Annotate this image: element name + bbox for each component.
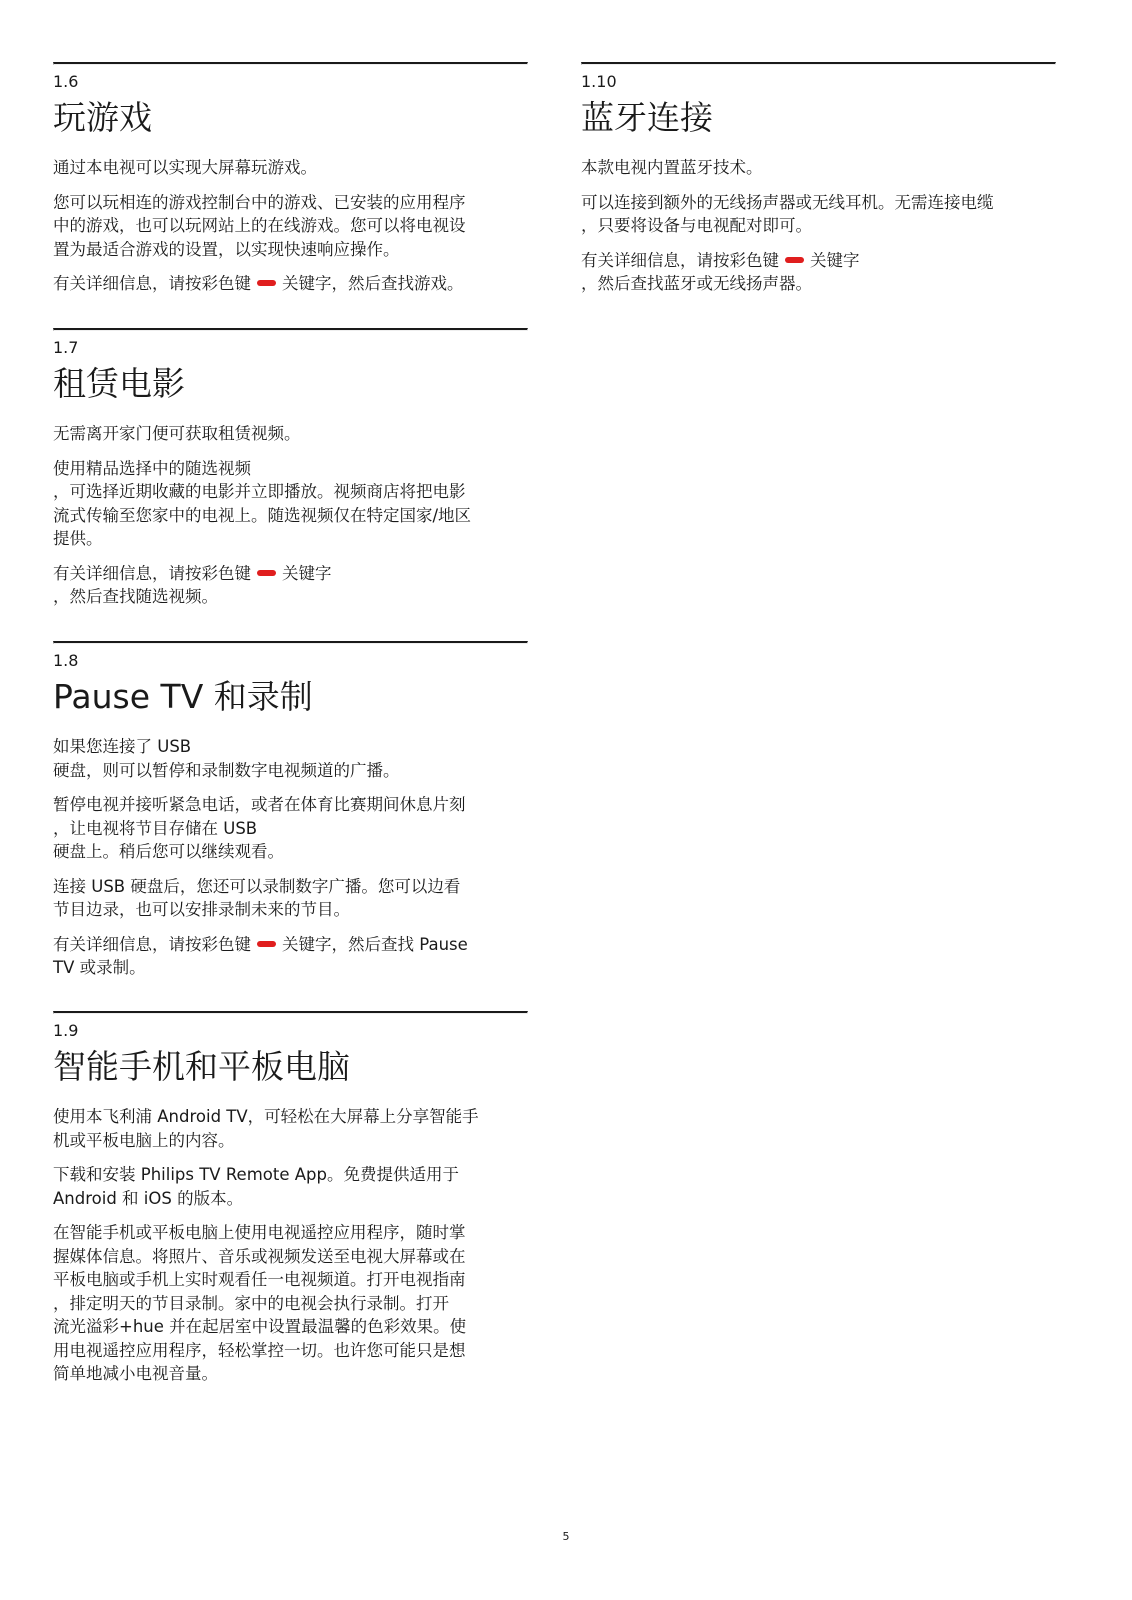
- text-line: 连接 USB 硬盘后，您还可以录制数字广播。您可以边看: [53, 876, 461, 896]
- text-line: 握媒体信息。将照片、音乐或视频发送至电视大屏幕或在: [53, 1246, 466, 1266]
- section-rule: [581, 62, 1056, 65]
- section-rule: [53, 328, 528, 331]
- section-number: 1.9: [53, 1021, 79, 1040]
- info-text: 关键字: [810, 250, 860, 270]
- text-line: ，可选择近期收藏的电影并立即播放。视频商店将把电影: [53, 482, 466, 501]
- info-text: ，然后查找蓝牙或无线扬声器。: [581, 274, 812, 293]
- text-line: 流光溢彩+hue 并在起居室中设置最温馨的色彩效果。使: [53, 1317, 467, 1336]
- paragraph: [581, 191, 1056, 238]
- text-line: 硬盘，则可以暂停和录制数字电视频道的广播。: [53, 760, 400, 780]
- text-line: 使用本飞利浦 Android TV，可轻松在大屏幕上分享智能手: [53, 1107, 479, 1126]
- text-line: 通过本电视可以实现大屏幕玩游戏。: [53, 158, 317, 177]
- section-rental-movies: [53, 328, 528, 620]
- text-line: ，让电视将节目存储在 USB: [53, 818, 258, 838]
- section-title: 租赁电影: [53, 364, 185, 403]
- paragraph: [53, 875, 528, 922]
- text-line: 流式传输至您家中的电视上。随选视频仅在特定国家/地区: [53, 505, 472, 525]
- info-text: 关键字，然后查找 Pause: [282, 934, 468, 954]
- text-line: 置为最适合游戏的设置，以实现快速响应操作。: [53, 239, 400, 259]
- section-number: 1.6: [53, 72, 79, 91]
- section-rule: [53, 62, 528, 65]
- info-paragraph: [581, 249, 1056, 296]
- text-line: 节目边录，也可以安排录制未来的节目。: [53, 900, 350, 919]
- red-key-icon: [257, 570, 276, 576]
- paragraph: [53, 793, 528, 864]
- info-paragraph: [53, 272, 528, 296]
- section-title: Pause TV 和录制: [53, 677, 313, 716]
- text-line: 中的游戏，也可以玩网站上的在线游戏。您可以将电视设: [53, 216, 466, 235]
- paragraph: [53, 1221, 528, 1386]
- text-line: 简单地减小电视音量。: [53, 1364, 218, 1383]
- text-line: 机或平板电脑上的内容。: [53, 1130, 235, 1150]
- info-text: 有关详细信息，请按彩色键: [53, 274, 251, 293]
- text-line: 硬盘上。稍后您可以继续观看。: [53, 842, 284, 861]
- section-number: 1.7: [53, 338, 79, 357]
- section-number: 1.10: [581, 72, 617, 91]
- paragraph: [53, 191, 528, 262]
- section-rule: [53, 1011, 528, 1014]
- red-key-icon: [257, 941, 276, 947]
- text-line: Android 和 iOS 的版本。: [53, 1188, 244, 1208]
- text-line: 用电视遥控应用程序，轻松掌控一切。也许您可能只是想: [53, 1340, 466, 1360]
- section-number: 1.8: [53, 651, 79, 670]
- text-line: 无需离开家门便可获取租赁视频。: [53, 424, 301, 443]
- section-pause-tv: [53, 641, 528, 991]
- paragraph: [53, 156, 528, 180]
- info-text: ，然后查找随选视频。: [53, 587, 218, 606]
- text-line: 平板电脑或手机上实时观看任一电视频道。打开电视指南: [53, 1270, 466, 1289]
- text-line: 使用精品选择中的随选视频: [53, 458, 251, 478]
- section-title: 蓝牙连接: [581, 98, 713, 137]
- paragraph: [581, 156, 1056, 180]
- text-line: 您可以玩相连的游戏控制台中的游戏、已安装的应用程序: [53, 192, 466, 212]
- info-text: 有关详细信息，请按彩色键: [581, 250, 779, 270]
- section-rule: [53, 641, 528, 644]
- text-line: ，只要将设备与电视配对即可。: [581, 216, 812, 235]
- section-smartphones-tablets: [53, 1011, 528, 1397]
- text-line: 在智能手机或平板电脑上使用电视遥控应用程序，随时掌: [53, 1223, 466, 1242]
- info-text: 关键字，然后查找游戏。: [282, 274, 464, 293]
- red-key-icon: [257, 280, 276, 286]
- info-text: TV 或录制。: [53, 958, 146, 977]
- section-games: [53, 62, 528, 307]
- text-line: 提供。: [53, 529, 103, 548]
- paragraph: [53, 735, 528, 782]
- paragraph: [53, 1105, 528, 1152]
- section-title: 玩游戏: [53, 98, 152, 137]
- info-paragraph: [53, 562, 528, 609]
- paragraph: [53, 1163, 528, 1210]
- info-text: 关键字: [282, 563, 332, 583]
- section-title: 智能手机和平板电脑: [53, 1047, 350, 1086]
- text-line: 如果您连接了 USB: [53, 737, 192, 756]
- paragraph: [53, 457, 528, 551]
- text-line: 下载和安装 Philips TV Remote App。免费提供适用于: [53, 1165, 459, 1184]
- info-text: 有关详细信息，请按彩色键: [53, 934, 251, 954]
- text-line: 可以连接到额外的无线扬声器或无线耳机。无需连接电缆: [581, 192, 994, 212]
- section-bluetooth: [581, 62, 1056, 307]
- info-paragraph: [53, 933, 528, 980]
- page-number: 5: [562, 1530, 570, 1543]
- paragraph: [53, 422, 528, 446]
- text-line: 暂停电视并接听紧急电话，或者在体育比赛期间休息片刻: [53, 795, 466, 814]
- info-text: 有关详细信息，请按彩色键: [53, 563, 251, 583]
- red-key-icon: [785, 257, 804, 263]
- text-line: ，排定明天的节目录制。家中的电视会执行录制。打开: [53, 1293, 449, 1313]
- text-line: 本款电视内置蓝牙技术。: [581, 158, 763, 177]
